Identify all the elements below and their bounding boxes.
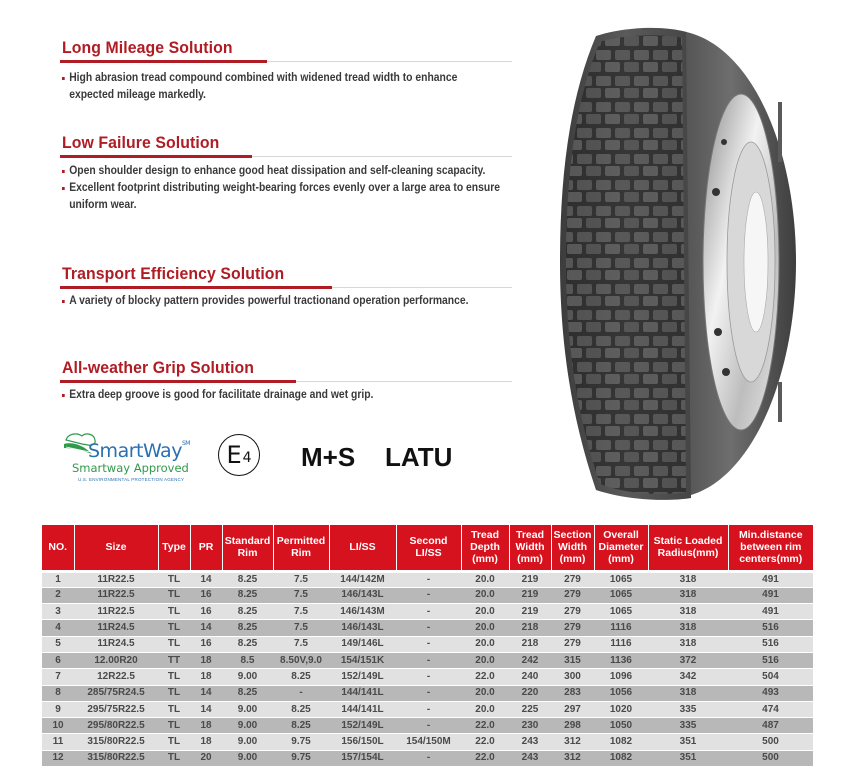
table-cell: 318 [648,604,728,620]
table-cell: 318 [648,636,728,652]
table-cell: - [396,669,461,685]
smartway-agency: U.S. ENVIRONMENTAL PROTECTION AGENCY [78,477,185,482]
bullet-list [62,387,502,404]
table-cell: TL [158,669,190,685]
table-cell: 22.0 [461,669,509,685]
table-cell: 9.00 [222,734,273,750]
header-second-li-ss: Second LI/SS [396,525,461,571]
table-cell: 18 [190,734,222,750]
header-li-ss: LI/SS [329,525,396,571]
table-row [42,750,813,766]
table-cell: 8.25 [222,604,273,620]
table-cell: 16 [190,636,222,652]
table-cell: 487 [728,718,813,734]
bullet-list [62,293,502,310]
table-cell: 1082 [594,734,648,750]
table-cell: 279 [551,636,594,652]
table-cell: 243 [509,750,551,766]
table-cell: 20 [190,750,222,766]
bullet-item: A variety of blocky pattern provides powerful tractionand operation performance. [62,293,503,310]
table-cell: 218 [509,636,551,652]
table-cell: 1020 [594,701,648,717]
table-cell: 8.25 [222,571,273,587]
table-cell: 7 [42,669,74,685]
table-cell: - [273,685,329,701]
table-cell: 8.25 [273,701,329,717]
table-cell: TL [158,750,190,766]
table-cell: 12R22.5 [74,669,158,685]
table-cell: 491 [728,604,813,620]
table-cell: 9.75 [273,734,329,750]
table-cell: TL [158,604,190,620]
header-pr: PR [190,525,222,571]
table-cell: TL [158,701,190,717]
table-cell: 20.0 [461,587,509,603]
table-cell: 11R22.5 [74,571,158,587]
table-cell: 8.25 [222,685,273,701]
table-cell: 218 [509,620,551,636]
table-row [42,604,813,620]
table-cell: 14 [190,685,222,701]
table-cell: 9.00 [222,701,273,717]
table-cell: TL [158,571,190,587]
table-cell: 156/150L [329,734,396,750]
table-cell: 500 [728,734,813,750]
table-cell: 243 [509,734,551,750]
table-cell: 516 [728,652,813,668]
table-cell: 1096 [594,669,648,685]
table-cell: 8.50V,9.0 [273,652,329,668]
certification-logos [60,428,480,488]
header-tread-width: Tread Width (mm) [509,525,551,571]
section-transport-efficiency [62,264,502,310]
table-cell: 12.00R20 [74,652,158,668]
table-cell: 491 [728,571,813,587]
table-cell: 20.0 [461,652,509,668]
table-cell: 11R24.5 [74,620,158,636]
table-row [42,701,813,717]
table-cell: 279 [551,587,594,603]
e-mark-badge: E 4 [218,434,260,476]
table-cell: 9.75 [273,750,329,766]
table-body [42,571,813,767]
header-min-distance: Min.distance between rim centers(mm) [728,525,813,571]
table-cell: 1065 [594,587,648,603]
table-cell: 22.0 [461,718,509,734]
table-row [42,669,813,685]
table-cell: 157/154L [329,750,396,766]
table-cell: 20.0 [461,571,509,587]
table-cell: 240 [509,669,551,685]
table-cell: 500 [728,750,813,766]
table-cell: 315 [551,652,594,668]
table-row [42,652,813,668]
table-cell: 144/141L [329,685,396,701]
table-cell: 335 [648,701,728,717]
table-cell: 8.25 [222,636,273,652]
table-cell: 295/80R22.5 [74,718,158,734]
section-title: All-weather Grip Solution [62,358,255,377]
table-cell: 219 [509,571,551,587]
header-tread-depth: Tread Depth (mm) [461,525,509,571]
table-cell: TL [158,718,190,734]
table-cell: 146/143L [329,620,396,636]
table-cell: 5 [42,636,74,652]
table-cell: 351 [648,750,728,766]
table-cell: 312 [551,750,594,766]
table-cell: 152/149L [329,669,396,685]
table-cell: 11R22.5 [74,604,158,620]
table-cell: - [396,750,461,766]
table-row [42,636,813,652]
table-cell: TL [158,685,190,701]
table-cell: 516 [728,620,813,636]
bullet-item: High abrasion tread compound combined with widened tread width to enhance expected mileage markedly. [62,70,503,104]
table-header-row [42,525,813,571]
table-cell: 318 [648,620,728,636]
table-cell: 10 [42,718,74,734]
bullet-list [62,163,502,214]
table-cell: 16 [190,587,222,603]
table-cell: - [396,620,461,636]
table-cell: 516 [728,636,813,652]
table-cell: 279 [551,604,594,620]
table-cell: TL [158,587,190,603]
table-cell: 9.00 [222,669,273,685]
table-cell: 18 [190,652,222,668]
table-cell: 7.5 [273,604,329,620]
table-cell: 300 [551,669,594,685]
section-title: Low Failure Solution [62,133,220,152]
table-cell: 11R22.5 [74,587,158,603]
table-cell: 315/80R22.5 [74,750,158,766]
latu-mark: LATU [385,442,453,472]
table-cell: 242 [509,652,551,668]
table-cell: 8.25 [222,587,273,603]
table-cell: 18 [190,718,222,734]
table-cell: 7.5 [273,620,329,636]
table-cell: 22.0 [461,750,509,766]
table-row [42,734,813,750]
section-all-weather-grip [62,358,502,404]
table-cell: 230 [509,718,551,734]
table-cell: 11R24.5 [74,636,158,652]
table-cell: 295/75R22.5 [74,701,158,717]
table-cell: 372 [648,652,728,668]
table-cell: 219 [509,604,551,620]
table-cell: 4 [42,620,74,636]
table-cell: 11 [42,734,74,750]
header-size: Size [74,525,158,571]
table-cell: 9.00 [222,718,273,734]
table-cell: 315/80R22.5 [74,734,158,750]
table-cell: 279 [551,620,594,636]
section-title: Long Mileage Solution [62,38,233,57]
header-standard-rim: Standard Rim [222,525,273,571]
section-low-failure [62,133,502,214]
table-cell: 16 [190,604,222,620]
header-static-loaded-radius: Static Loaded Radius(mm) [648,525,728,571]
table-cell: 8.25 [273,718,329,734]
section-title: Transport Efficiency Solution [62,264,285,283]
table-cell: 318 [648,571,728,587]
table-cell: TL [158,734,190,750]
table-cell: 1056 [594,685,648,701]
table-cell: 7.5 [273,587,329,603]
table-cell: 154/150M [396,734,461,750]
table-cell: 219 [509,587,551,603]
table-cell: - [396,701,461,717]
table-cell: 7.5 [273,571,329,587]
bullet-item: Open shoulder design to enhance good heat dissipation and self-cleaning scapacity. [62,163,503,180]
table-cell: 351 [648,734,728,750]
table-cell: 146/143M [329,604,396,620]
table-row [42,718,813,734]
table-cell: 8.25 [222,620,273,636]
table-cell: 8 [42,685,74,701]
table-cell: - [396,604,461,620]
table-cell: 1116 [594,636,648,652]
spec-table [42,525,813,767]
table-cell: 493 [728,685,813,701]
header-type: Type [158,525,190,571]
table-cell: 2 [42,587,74,603]
table-cell: 7.5 [273,636,329,652]
table-cell: 149/146L [329,636,396,652]
section-divider [60,155,512,158]
table-cell: 225 [509,701,551,717]
table-cell: 504 [728,669,813,685]
section-divider [60,380,512,383]
smartway-name: SmartWay℠ [88,440,190,462]
table-cell: 318 [648,587,728,603]
section-divider [60,60,512,63]
table-cell: 9 [42,701,74,717]
table-cell: TL [158,620,190,636]
table-row [42,587,813,603]
table-cell: 8.25 [273,669,329,685]
table-cell: 283 [551,685,594,701]
table-cell: 297 [551,701,594,717]
table-cell: 18 [190,669,222,685]
table-cell: - [396,685,461,701]
table-cell: 335 [648,718,728,734]
table-cell: 1082 [594,750,648,766]
header-section-width: Section Width (mm) [551,525,594,571]
tire-image [556,22,801,504]
table-cell: - [396,718,461,734]
table-cell: 474 [728,701,813,717]
table-cell: - [396,587,461,603]
table-cell: 144/141L [329,701,396,717]
table-cell: 20.0 [461,620,509,636]
table-cell: 152/149L [329,718,396,734]
table-cell: 491 [728,587,813,603]
bullet-item: Extra deep groove is good for facilitate drainage and wet grip. [62,387,503,404]
table-cell: 1 [42,571,74,587]
table-cell: 9.00 [222,750,273,766]
table-cell: 20.0 [461,604,509,620]
table-cell: 154/151K [329,652,396,668]
table-cell: 342 [648,669,728,685]
table-cell: 146/143L [329,587,396,603]
table-cell: - [396,652,461,668]
table-cell: 8.5 [222,652,273,668]
table-cell: 6 [42,652,74,668]
table-cell: 279 [551,571,594,587]
table-cell: 22.0 [461,734,509,750]
table-cell: - [396,636,461,652]
table-row [42,620,813,636]
section-divider [60,286,512,289]
table-row [42,685,813,701]
table-cell: TT [158,652,190,668]
smartway-approved: Smartway Approved [72,461,189,475]
header-permitted-rim: Permitted Rim [273,525,329,571]
table-cell: 1065 [594,604,648,620]
header-overall-diameter: Overall Diameter (mm) [594,525,648,571]
smartway-logo [60,428,190,486]
table-cell: 20.0 [461,636,509,652]
table-cell: 20.0 [461,701,509,717]
table-cell: 12 [42,750,74,766]
table-cell: 285/75R24.5 [74,685,158,701]
table-cell: 1136 [594,652,648,668]
table-cell: 220 [509,685,551,701]
table-cell: 144/142M [329,571,396,587]
table-cell: 14 [190,571,222,587]
table-cell: 14 [190,620,222,636]
bullet-item: Excellent footprint distributing weight-bearing forces evenly over a large area to ensure uniform wear. [62,180,503,214]
table-cell: 312 [551,734,594,750]
table-cell: TL [158,636,190,652]
header-no: NO. [42,525,74,571]
table-cell: 14 [190,701,222,717]
table-cell: 1065 [594,571,648,587]
table-cell: 1050 [594,718,648,734]
table-cell: 20.0 [461,685,509,701]
section-long-mileage [62,38,502,104]
table-cell: - [396,571,461,587]
ms-mark: M+S [301,442,356,472]
table-row [42,571,813,587]
bullet-list [62,70,502,104]
table-cell: 1116 [594,620,648,636]
table-cell: 3 [42,604,74,620]
table-cell: 298 [551,718,594,734]
table-cell: 318 [648,685,728,701]
